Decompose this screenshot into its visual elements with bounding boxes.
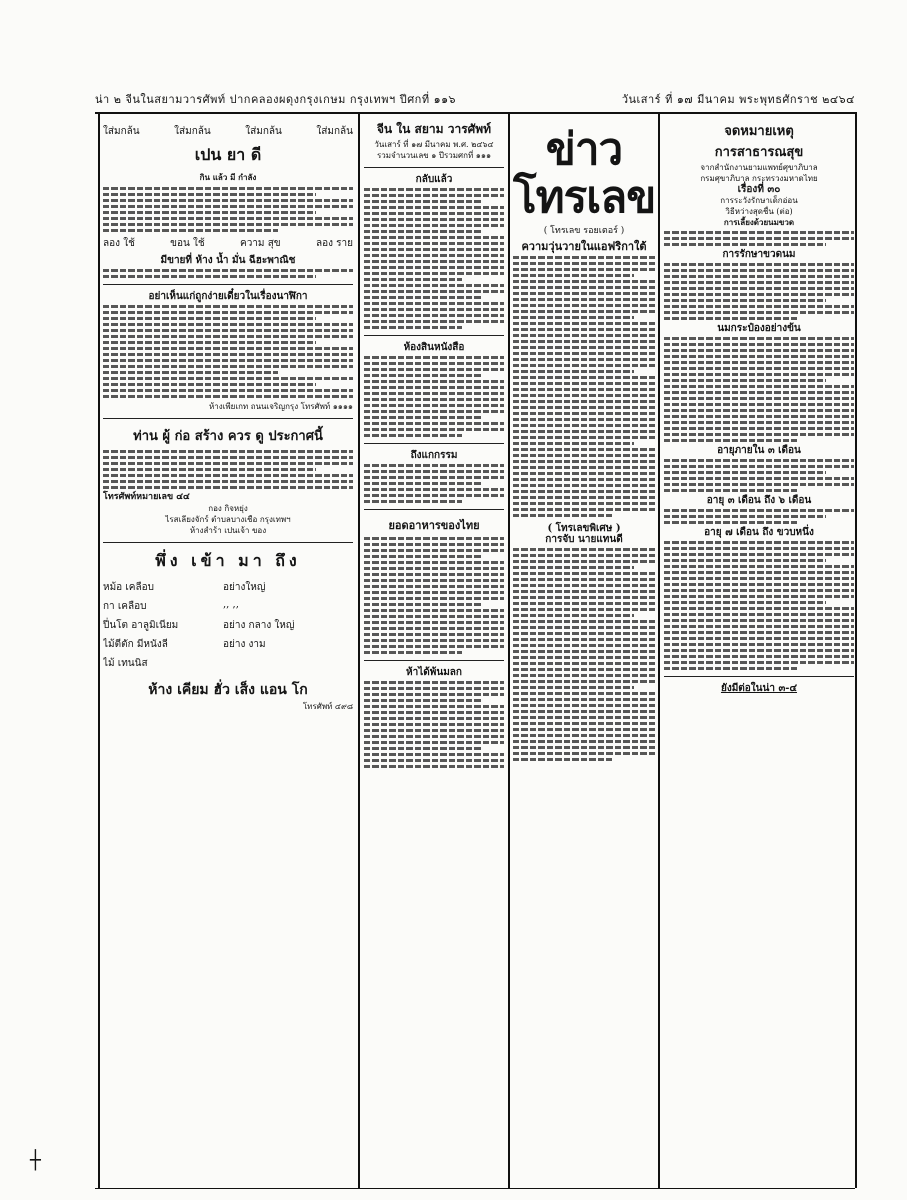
price-item: ลอง ราย xyxy=(315,238,353,249)
subsection-heading: อายุภายใน ๓ เดือน xyxy=(717,445,801,456)
subsection-heading: อายุ ๓ เดือน ถึง ๖ เดือน xyxy=(706,495,812,506)
shop-item xyxy=(103,580,353,595)
shop-item xyxy=(103,618,353,633)
paper-title: จีน ใน สยาม วารศัพท์ xyxy=(376,122,492,136)
column-sub: จากสำนักงานยามแพทย์ศุขาภิบาล xyxy=(700,163,818,172)
header-rule xyxy=(95,112,855,114)
column-2 xyxy=(364,120,504,1185)
ad-label: ใส่มกล้น xyxy=(103,126,140,137)
news-source: ( โทรเลข รอยเตอร์ ) xyxy=(543,226,625,236)
ad-label: ใส่มกล้น xyxy=(316,126,353,137)
column-1 xyxy=(103,120,353,1185)
news-headline: ความวุ่นวายในแอฟริกาใต้ xyxy=(521,240,647,253)
shop-item xyxy=(103,656,353,671)
paper-subdate: รวมจำนวนเลข ๑ ปีรวมศกที่ ๑๑๑ xyxy=(376,151,492,160)
news-masthead: ข่าวโทรเลข xyxy=(513,124,655,223)
left-border xyxy=(98,112,100,1188)
header-right: วันเสาร์ ที่ ๑๗ มีนาคม พระพุทธศักราช ๒๔๖๔ xyxy=(621,93,855,106)
section-heading: ถึงแกกรรม xyxy=(410,450,458,461)
shop-heading: พึ่ง เข้า มา ถึง xyxy=(155,551,301,570)
shop-items xyxy=(103,580,353,671)
shop-item-name: กา เคลือบ xyxy=(103,601,147,612)
shop-item-name: หม้อ เคลือบ xyxy=(103,582,154,593)
footer-rule xyxy=(95,1188,855,1189)
article-title: อย่าเห็นแก่ถูกง่ายเดี๋ยวในเรื่องนาฬิกา xyxy=(148,291,308,302)
subsection-heading: การรักษาขวดนม xyxy=(722,249,796,260)
topic-line: การระวังรักษาเด็กอ่อน xyxy=(720,196,798,205)
ad-sale-text: มีขายที่ ห้าง น้ำ มั่น ฉีฮะพาณิช xyxy=(160,255,296,266)
right-border xyxy=(855,112,857,1188)
ad-subtitle: กิน แล้ว มี กำลัง xyxy=(199,172,257,182)
column-divider-3 xyxy=(658,112,660,1188)
topic-line: วิธีหว่างสุดชื่น (ต่อ) xyxy=(725,207,793,216)
crop-mark-icon: ┼ xyxy=(30,1150,41,1171)
column-title-2: การสาธารณสุข xyxy=(714,145,804,160)
column-4 xyxy=(664,120,854,1185)
news-subsection: ( โทรเลขพิเศษ ) xyxy=(547,523,621,534)
shop-item-size: อย่างใหญ่ xyxy=(223,582,266,593)
page-header xyxy=(95,88,855,110)
topic-line: การเลี้ยงด้วยนมขวด xyxy=(723,217,795,227)
ad-price-row xyxy=(103,236,353,251)
notice-shop: กอง กิจหยุ่ง xyxy=(208,504,248,513)
subsection-heading: นมกระป๋องอย่างข้น xyxy=(717,323,801,334)
ad-label: ใส่มกล้น xyxy=(174,126,211,137)
shop-item-size: อย่าง งาม xyxy=(223,639,266,650)
shop-item-name: ไม้ตีตัก มีหนังลี xyxy=(103,639,168,650)
header-left: น่า ๒ จีนในสยามวารศัพท์ ปากคลองผดุงกรุงเกษม กรุงเทพฯ ปีศกที่ ๑๑๖ xyxy=(95,93,457,106)
price-item: ความ สุข xyxy=(240,238,281,249)
news-subsection-title: การจับ นายแทนดี xyxy=(545,534,623,545)
continued-note: ยังมีต่อในน่า ๓-๔ xyxy=(720,683,798,694)
article-footer: ห้างเพียเกท ถนนเจริญกรุง โทรศัพท์ ๑๑๑๑ xyxy=(208,402,353,411)
shop-phone: โทรศัพท์ ๔๙๘ xyxy=(302,702,353,711)
topic-number: เรื่องที่ ๓๐ xyxy=(737,184,781,195)
section-heading: ยอดอาหารของไทย xyxy=(388,519,480,532)
notice-sign: ไรสเลียงจักร์ ตำบลบางเชือ กรุงเทพฯ xyxy=(165,515,291,524)
ad-title: เปน ยา ดี xyxy=(194,145,262,164)
price-item: ขอน ใช้ xyxy=(170,238,205,249)
subsection-heading: อายุ ๗ เดือน ถึง ขวบหนึ่ง xyxy=(704,527,814,538)
column-title: จดหมายเหตุ xyxy=(724,124,794,139)
paper-date: วันเสาร์ ที่ ๑๗ มีนาคม พ.ศ. ๒๔๖๔ xyxy=(374,140,494,149)
shop-item xyxy=(103,637,353,652)
ad-top-labels xyxy=(103,124,353,139)
column-divider-2 xyxy=(508,112,510,1188)
shop-name: ห้าง เคียม ฮั่ว เส็ง แอน โก xyxy=(148,682,308,698)
shop-item-size: อย่าง กลาง ใหญ่ xyxy=(223,620,295,631)
notice-phone: โทรศัพท์หมายเลข ๔๔ xyxy=(103,492,190,502)
shop-item xyxy=(103,599,353,614)
column-sub-2: กรมศุขาภิบาล กระทรวงมหาดไทย xyxy=(700,174,818,183)
shop-item-name: ปี่นโต อาลูมิเนียม xyxy=(103,620,179,631)
notice-sign-2: ห้างสำร้า เปนเจ้า ของ xyxy=(189,526,267,535)
column-divider-1 xyxy=(358,112,360,1188)
price-item: ลอง ใช้ xyxy=(103,238,135,249)
notice-title: ท่าน ผู้ ก่อ สร้าง ควร ดู ประกาศนี้ xyxy=(133,429,323,444)
shop-item-name: ไม้ เทนนิส xyxy=(103,658,148,669)
ad-label: ใส่มกล้น xyxy=(245,126,282,137)
section-heading: ห้าได้พ้นมลก xyxy=(406,667,462,678)
section-heading: กลับแล้ว xyxy=(415,174,453,185)
column-3 xyxy=(513,120,655,1185)
section-heading: ห้องสินหนังสือ xyxy=(403,342,465,353)
shop-item-size: ,, ,, xyxy=(223,599,239,610)
